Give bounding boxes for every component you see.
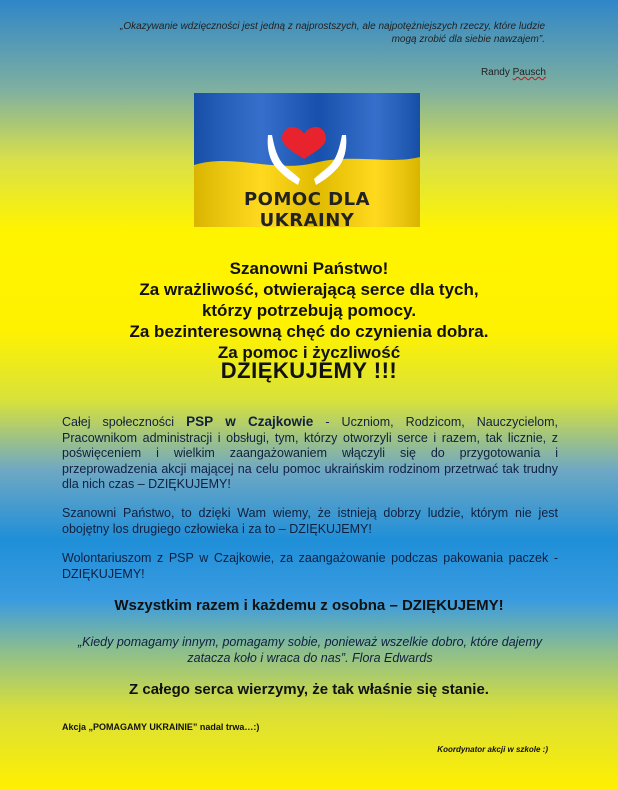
greeting-block bbox=[0, 258, 618, 363]
greeting-line: Za wrażliwość, otwierającą serce dla tych, bbox=[139, 280, 479, 299]
author-first-name: Randy bbox=[480, 67, 510, 78]
greeting-line: Za pomoc i życzliwość bbox=[217, 343, 401, 362]
paragraph-lead: Całej społeczności bbox=[62, 415, 175, 429]
main-thanks-heading: DZIĘKUJEMY !!! bbox=[220, 358, 398, 383]
quote-author bbox=[481, 67, 546, 78]
community-thanks-paragraph bbox=[62, 414, 558, 493]
greeting-line: Za bezinteresowną chęć do czynienia dobra. bbox=[129, 322, 489, 341]
good-people-paragraph: Szanowni Państwo, to dzięki Wam wiemy, że istnieją dobrzy ludzie, którym nie jest obojętny los drugiego człowieka i za to – DZIĘKUJEMY! bbox=[62, 506, 558, 536]
greeting-line: którzy potrzebują pomocy. bbox=[201, 301, 417, 320]
greeting-line: Szanowni Państwo! bbox=[229, 259, 389, 278]
everyone-thanks-heading: Wszystkim razem i każdemu z osobna – DZIĘKUJEMY! bbox=[114, 597, 504, 614]
paragraph-body: - Uczniom, Rodzicom, Nauczycielom, Pracownikom administracji i obsługi, tym, którzy otworzyli serce i razem, tak licznie, z poświęceniem i wielkim zaangażowaniem włączyli się do przygotowania i przeprowadzenia akcji mającej na celu pomoc ukraińskim rodzinom przetrwać tak trudny dla nich czas – DZIĘKUJEMY! bbox=[62, 415, 559, 491]
school-name: PSP w Czajkowie bbox=[186, 414, 314, 429]
closing-quote: „Kiedy pomagamy innym, pomagamy sobie, ponieważ wszelkie dobro, które dajemy zatacza koło i wraca do nas”. Flora Edwards bbox=[77, 635, 543, 665]
author-last-name: Pausch bbox=[512, 67, 546, 78]
belief-statement: Z całego serca wierzymy, że tak właśnie się stanie. bbox=[129, 681, 489, 698]
campaign-status: Akcja „POMAGAMY UKRAINIE” nadal trwa…:) bbox=[62, 722, 260, 732]
ukraine-help-banner bbox=[194, 93, 420, 227]
coordinator-signature: Koordynator akcji w szkole :) bbox=[437, 745, 548, 754]
volunteers-paragraph: Wolontariuszom z PSP w Czajkowie, za zaangażowanie podczas pakowania paczek - DZIĘKUJEMY! bbox=[62, 551, 558, 581]
banner-title: POMOC DLA UKRAINY bbox=[243, 189, 371, 227]
opening-quote: „Okazywanie wdzięczności jest jedną z najprostszych, ale najpotężniejszych rzeczy, które ludzie mogą zrobić dla siebie nawzajem”. bbox=[120, 21, 546, 45]
